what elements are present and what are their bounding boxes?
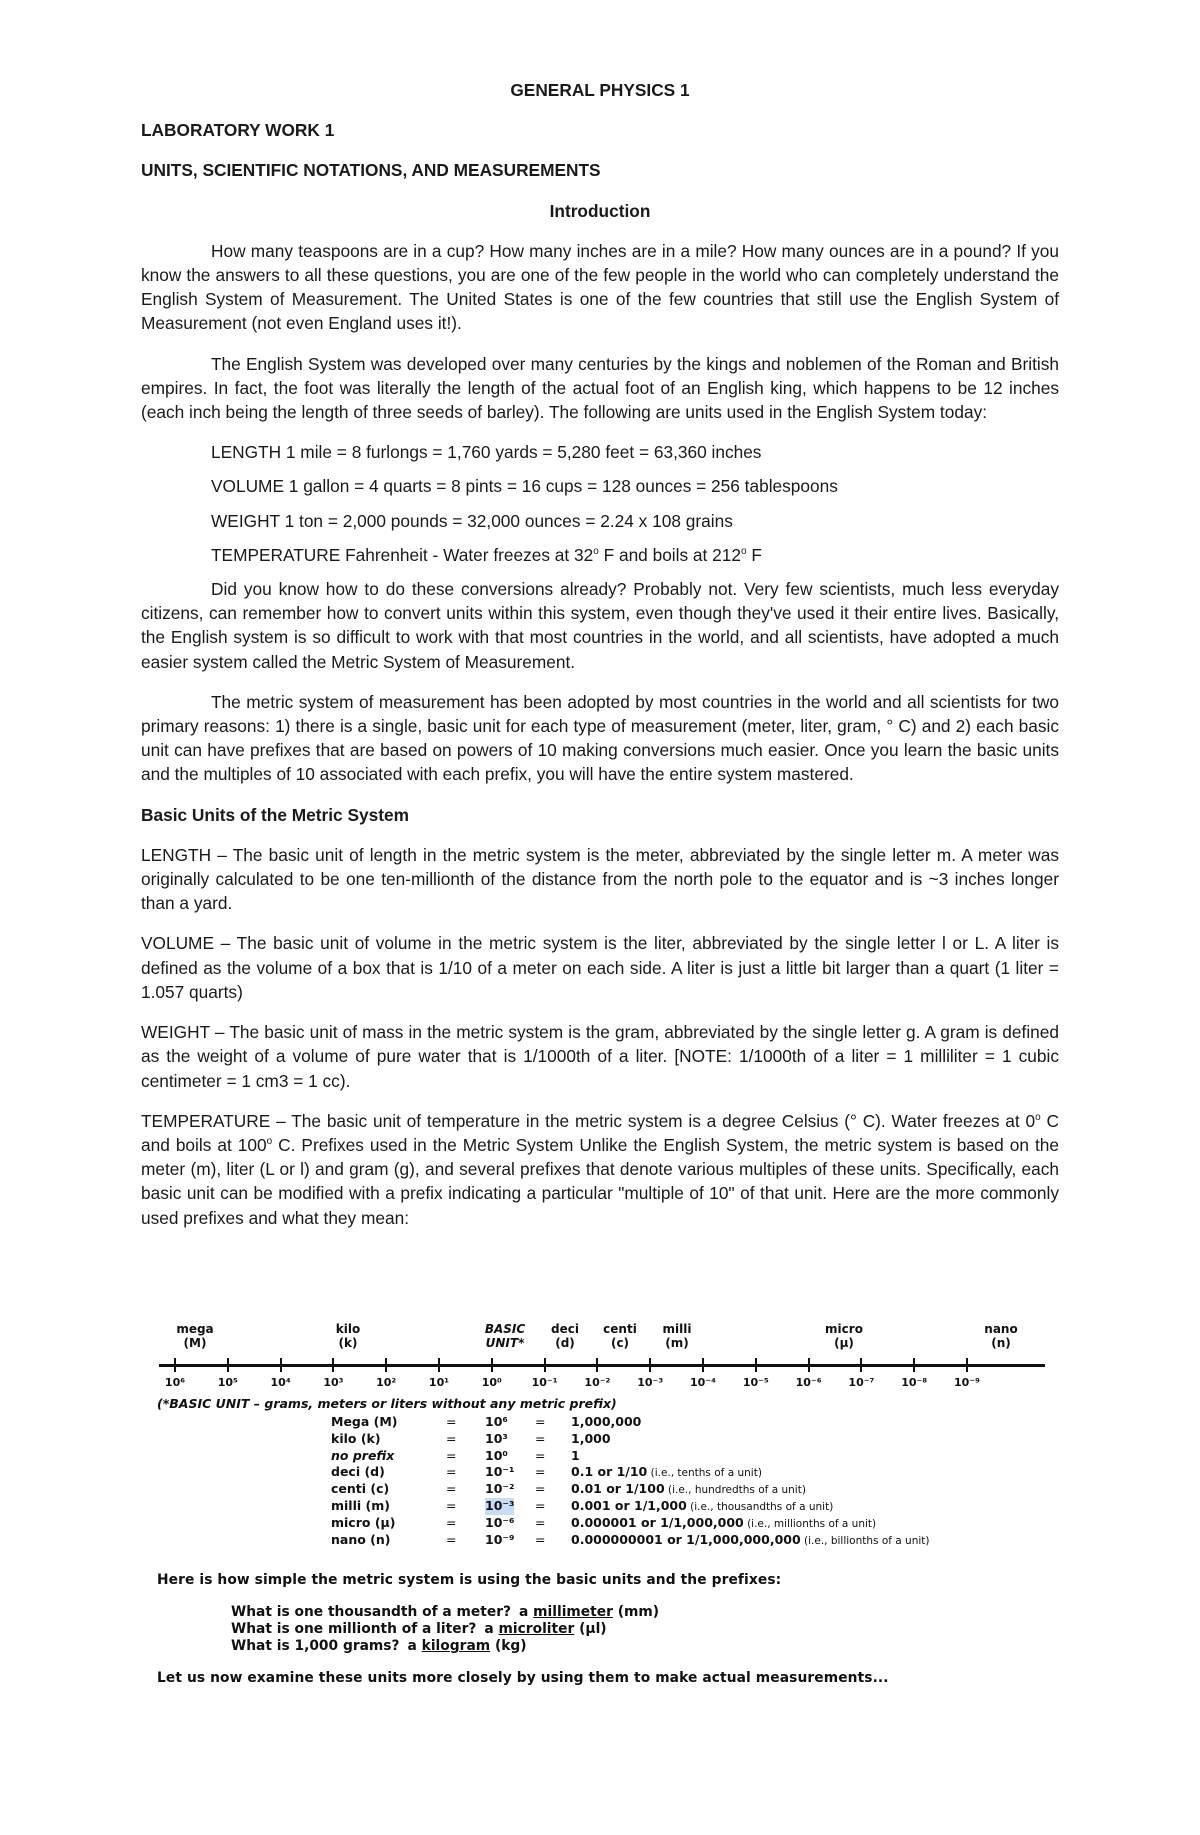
basic-units-heading: Basic Units of the Metric System [141,804,409,825]
scale-tick-label: 10⁶ [164,1376,186,1389]
scale-axis-line [159,1364,1045,1367]
intro-paragraph-2: The English System was developed over many centuries by the kings and noblemen of the Roman and British empires. In fact, the foot was literally the length of the actual foot of an English king, which happens to be 12 inches (each inch being the length of three seeds of barley). The following are units used in the English System today: [141,353,1059,423]
scale-tick [913,1358,915,1372]
intro-heading: Introduction [549,200,651,221]
basic-weight: WEIGHT – The basic unit of mass in the metric system is the gram, abbreviated by the single letter g. A gram is defined as the weight of a volume of pure water that is 1/1000th of a liter. [NOTE: 1/1000th of a liter = 1 milliliter = 1 cubic centimeter = 1 cm3 = 1 cc). [141,1022,1059,1091]
simple-intro: Here is how simple the metric system is using the basic units and the prefixes: [157,1572,782,1588]
scale-tick [491,1358,493,1372]
scale-tick-label: 10⁻⁶ [795,1376,822,1389]
scale-label-kilo: kilo (k) [335,1322,361,1350]
basic-temperature: TEMPERATURE – The basic unit of temperature in the metric system is a degree Celsius (° C). Water freezes at 0$^o$ C and boils at 100$^o$ C. Prefixes used in the Metric System Unlike the English System, the metric system is based on the meter (m), liter (L or l) and gram (g), and several prefixes that denote various multiples of these units. Specifically, each basic unit can be modified with a prefix indicating a particular "multiple of 10" of that unit. Here are the more commonly used prefixes and what they mean: [141,1110,1059,1228]
scale-tick-label: 10⁻⁵ [742,1376,769,1389]
course-title: GENERAL PHYSICS 1 [510,80,690,100]
scale-tick [385,1358,387,1372]
english-volume: VOLUME 1 gallon = 4 quarts = 8 pints = 16 cups = 128 ounces = 256 tablespoons [211,476,838,497]
scale-label-centi: centi (c) [603,1322,637,1350]
scale-tick-label: 10⁻⁸ [901,1376,928,1389]
scale-tick [332,1358,334,1372]
scale-tick [702,1358,704,1372]
intro-paragraph-4: The metric system of measurement has been adopted by most countries in the world and all scientists for two primary reasons: 1) there is a single, basic unit for each type of measurement (meter, liter, gram, ° C) and 2) each basic unit can have prefixes that are based on powers of 10 making conversions much easier. Once you learn the basic units and the multiples of 10 associated with each prefix, you will have the entire system mastered. [141,691,1059,785]
closing-line: Let us now examine these units more closely by using them to make actual measurements... [157,1670,889,1686]
question-kilogram: What is 1,000 grams? a kilogram (kg) [231,1638,527,1654]
document-page [141,78,1059,1230]
scale-tick [438,1358,440,1372]
intro-paragraph-3: Did you know how to do these conversions already? Probably not. Very few scientists, much less everyday citizens, can remember how to convert units within this system, even though they've used it their entire lives. Basically, the English system is so difficult to work with that most countries in the world, and all scientists, have adopted a much easier system called the Metric System of Measurement. [141,579,1059,672]
lab-title: LABORATORY WORK 1 [141,120,335,141]
topic-title: UNITS, SCIENTIFIC NOTATIONS, AND MEASUREMENTS [141,160,601,181]
scale-tick-label: 10⁵ [217,1376,238,1389]
english-temperature: TEMPERATURE Fahrenheit - Water freezes at 32$^o$ F and boils at 212$^o$ F [211,544,762,565]
scale-tick-label: 10⁻² [584,1376,611,1389]
scale-tick [280,1358,282,1372]
scale-tick-label: 10¹ [428,1376,450,1389]
scale-tick-label: 10⁻¹ [531,1376,558,1389]
scale-tick-label: 10³ [323,1376,344,1389]
scale-tick [966,1358,968,1372]
intro-paragraph-1: How many teaspoons are in a cup? How many inches are in a mile? How many ounces are in a pound? If you know the answers to all these questions, you are one of the few people in the world who can completely understand the English System of Measurement. The United States is one of the few countries that still use the English System of Measurement (not even England uses it!). [141,240,1059,334]
scale-tick-label: 10² [376,1376,397,1389]
basic-unit-note: (*BASIC UNIT – grams, meters or liters without any metric prefix) [157,1396,617,1411]
scale-tick [649,1358,651,1372]
scale-label-basic-unit: BASIC UNIT* [484,1322,526,1350]
scale-tick-label: 10⁰ [481,1376,502,1389]
scale-tick-label: 10⁴ [270,1376,291,1389]
scale-tick-label: 10⁻⁷ [848,1376,875,1389]
scale-tick [544,1358,546,1372]
scale-tick [596,1358,598,1372]
question-millimeter: What is one thousandth of a meter? a millimeter (mm) [231,1604,660,1620]
scale-tick-label: 10⁻⁴ [690,1376,716,1389]
scale-label-micro: micro (µ) [825,1322,863,1350]
scale-tick [755,1358,757,1372]
scale-label-nano: nano (n) [984,1322,1018,1350]
english-weight: WEIGHT 1 ton = 2,000 pounds = 32,000 ounces = 2.24 x 108 grains [211,510,733,531]
basic-volume: VOLUME – The basic unit of volume in the metric system is the liter, abbreviated by the single letter l or L. A liter is defined as the volume of a box that is 1/10 of a meter on each side. A liter is just a little bit larger than a quart (1 liter = 1.057 quarts) [141,933,1059,1002]
english-length: LENGTH 1 mile = 8 furlongs = 1,760 yards = 5,280 feet = 63,360 inches [211,442,762,463]
question-microliter: What is one millionth of a liter? a microliter (µl) [231,1621,607,1637]
scale-tick [860,1358,862,1372]
scale-label-milli: milli (m) [662,1322,692,1350]
scale-tick [174,1358,176,1372]
scale-tick [808,1358,810,1372]
scale-label-deci: deci (d) [551,1322,579,1350]
scale-tick-label: 10⁻⁹ [954,1376,980,1389]
scale-tick-label: 10⁻³ [637,1376,664,1389]
scale-label-mega: mega (M) [176,1322,214,1350]
scale-tick [227,1358,229,1372]
metric-prefix-figure: mega (M) kilo (k) BASIC UNIT* deci (d) centi (c) milli (m) micro (µ) nano (n) 10⁶ 10⁵ 10⁴ 10³ 10² 10¹ 10⁰ 10⁻¹ 10⁻² 10⁻³ 10⁻⁴ 10⁻⁵ 10⁻⁶ 10⁻⁷ 10⁻⁸ 10⁻⁹ (*BASIC UNIT – grams, meters or liters without any metric prefix) Mega (M) = 10⁶ = 1,000,000 kilo (k) = 10³ = 1,000 no prefix = 10⁰ = 1 deci (d) = 10⁻¹ = 0.1 or 1/10 (i.e., tenths of a unit) centi (c) = 10⁻² = 0.01 or 1/100 (i.e., hundredths of a unit) milli (m) = 10⁻³ = 0.001 or 1/1,000 (i.e., thousandths of a unit) micro (µ) = 10⁻⁶ = 0.000001 or 1/1,000,000 (i.e., millionths of a unit) nano (n) = 10⁻⁹ = 0.000000001 or 1/1,000,000,000 (i.e., billionths of a unit) Here is how simple the metric system is using the basic units and the prefixes: What is one thousandth of a meter? a millimeter (mm) What is one millionth of a liter? a microliter (µl) What is 1,000 grams? a kilogram (kg) Let us now examine these units more closely by using them to make actual measurements... [141,1322,1061,1702]
basic-length: LENGTH – The basic unit of length in the metric system is the meter, abbreviated by the single letter m. A meter was originally calculated to be one ten-millionth of the distance from the north pole to the equator and is ~3 inches longer than a yard. [141,844,1059,914]
